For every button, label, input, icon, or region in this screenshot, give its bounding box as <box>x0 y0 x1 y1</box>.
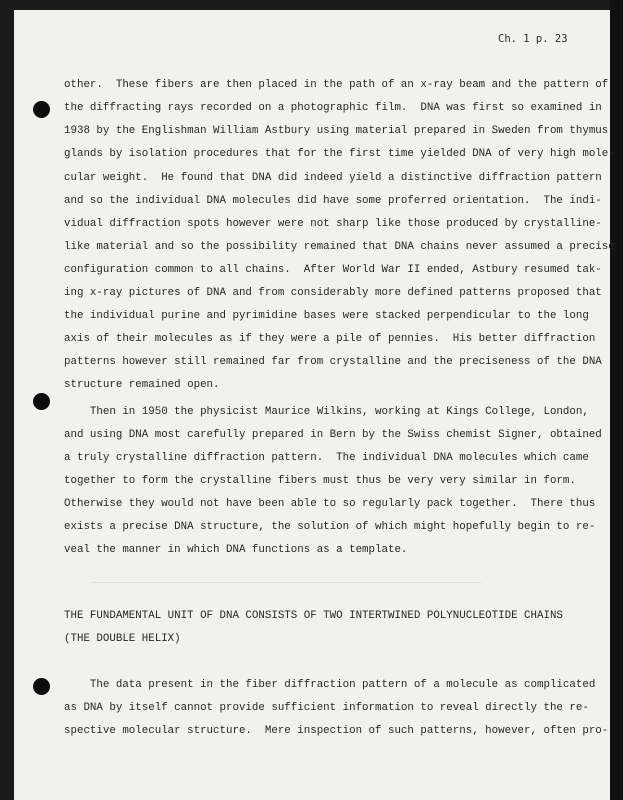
text-line: The data present in the fiber diffraction pattern of a molecule as complicated <box>64 679 596 691</box>
text-line: a truly crystalline diffraction pattern. The individual DNA molecules which came <box>64 452 589 464</box>
text-line: 1938 by the Englishman William Astbury using material prepared in Sweden from thymus <box>64 125 609 137</box>
text-line: like material and so the possibility remained that DNA chains never assumed a precise <box>64 241 615 253</box>
text-line: together to form the crystalline fibers must thus be very very similar in form. <box>64 475 576 487</box>
text-line: Otherwise they would not have been able to so regularly pack together. There thus <box>64 498 596 510</box>
text-line: Then in 1950 the physicist Maurice Wilkins, working at Kings College, London, <box>64 406 589 418</box>
punch-hole <box>33 393 50 410</box>
text-line: cular weight. He found that DNA did indeed yield a distinctive diffraction pattern <box>64 172 602 184</box>
text-line: vidual diffraction spots however were not sharp like those produced by crystalline- <box>64 218 602 230</box>
text-line: the diffracting rays recorded on a photographic film. DNA was first so examined in <box>64 102 602 114</box>
text-line: glands by isolation procedures that for the first time yielded DNA of very high mole- <box>64 148 615 160</box>
page-number: Ch. 1 p. 23 <box>498 33 568 45</box>
text-line: other. These fibers are then placed in the path of an x-ray beam and the pattern of <box>64 79 609 91</box>
text-line: as DNA by itself cannot provide sufficient information to reveal directly the re- <box>64 702 589 714</box>
text-line: structure remained open. <box>64 379 220 391</box>
text-line: and using DNA most carefully prepared in Bern by the Swiss chemist Signer, obtained <box>64 429 602 441</box>
text-line: and so the individual DNA molecules did have some proferred orientation. The indi- <box>64 195 602 207</box>
section-heading: THE FUNDAMENTAL UNIT OF DNA CONSISTS OF TWO INTERTWINED POLYNUCLEOTIDE CHAINS <box>64 610 563 622</box>
text-line: exists a precise DNA structure, the solution of which might hopefully begin to re- <box>64 521 596 533</box>
section-heading: (THE DOUBLE HELIX) <box>64 633 181 645</box>
text-line: axis of their molecules as if they were a pile of pennies. His better diffraction <box>64 333 596 345</box>
punch-hole <box>33 678 50 695</box>
text-line: the individual purine and pyrimidine bases were stacked perpendicular to the long <box>64 310 589 322</box>
text-line: spective molecular structure. Mere inspection of such patterns, however, often pro- <box>64 725 609 737</box>
punch-hole <box>33 101 50 118</box>
text-line: ing x-ray pictures of DNA and from considerably more defined patterns proposed that <box>64 287 602 299</box>
faint-showthrough-line <box>92 582 482 587</box>
text-line: configuration common to all chains. After World War II ended, Astbury resumed tak- <box>64 264 602 276</box>
text-line: veal the manner in which DNA functions as a template. <box>64 544 408 556</box>
text-line: patterns however still remained far from crystalline and the preciseness of the DNA <box>64 356 602 368</box>
scan-edge <box>610 0 623 800</box>
